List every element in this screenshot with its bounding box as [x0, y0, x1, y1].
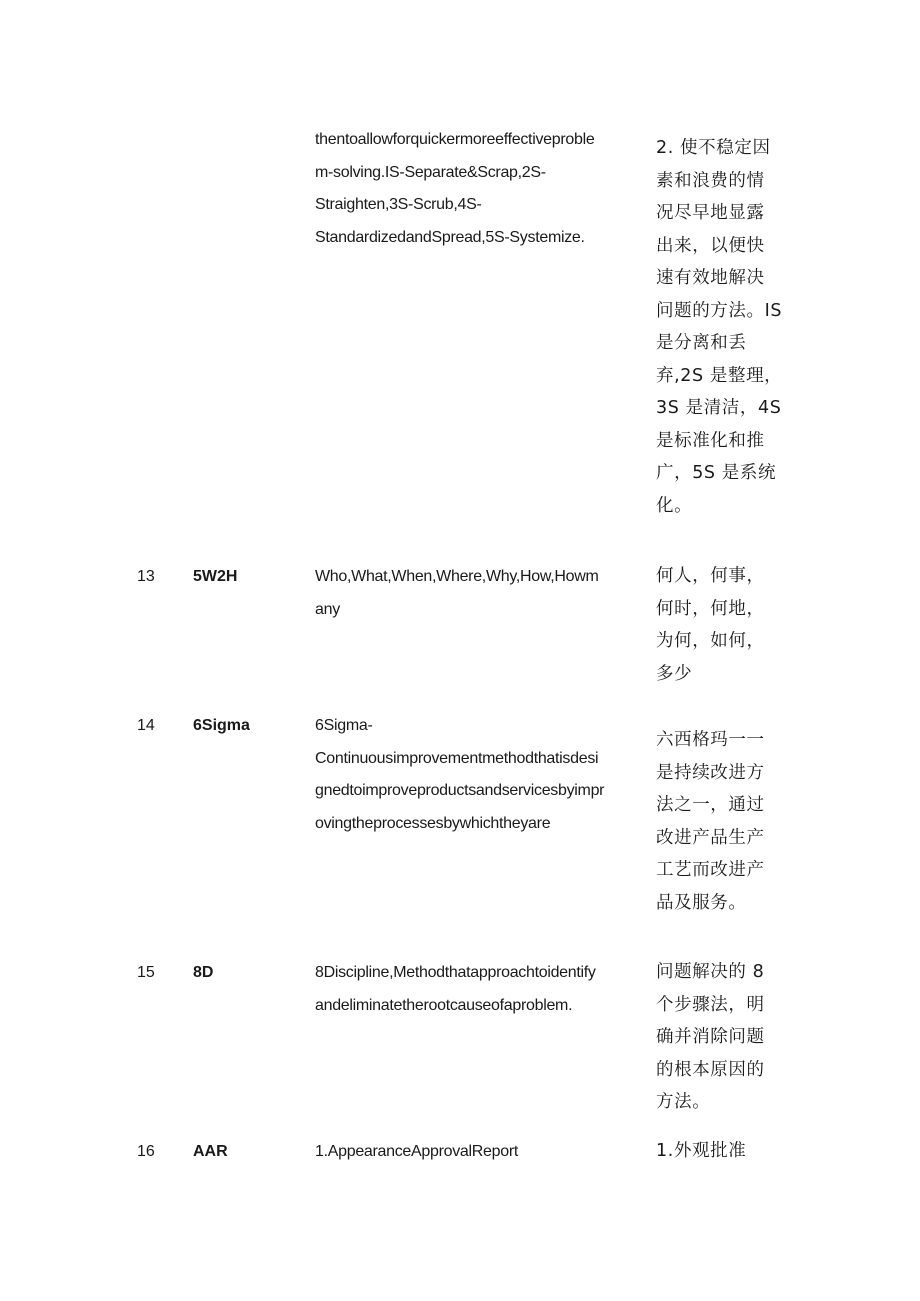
text-line: 工艺而改进产 [656, 860, 765, 880]
english-definition [315, 710, 645, 840]
text-line: 确并消除问题 [656, 1027, 765, 1047]
text-line: 出来，以便快 [656, 235, 765, 256]
text-line: 的根本原因的 [656, 1059, 765, 1080]
text-line: 何时，何地， [656, 598, 765, 619]
row-number: 16 [137, 1143, 155, 1160]
text-line: ovingtheprocessesbywhichtheyare [315, 814, 551, 832]
text-line: Continuousimprovementmethodthatisdesi [315, 749, 599, 767]
english-definition [315, 124, 645, 254]
row-number: 14 [137, 717, 155, 734]
text-line: 多少 [656, 663, 693, 684]
chinese-definition [656, 1135, 784, 1168]
text-line: Who,What,When,Where,Why,How,Howm [315, 568, 599, 585]
text-line: 化。 [656, 495, 693, 516]
text-line: 问题解决的 8 [656, 962, 765, 982]
text-line: 素和浪费的情 [656, 170, 765, 191]
text-line: 8Discipline,Methodthatapproachtoidentify [315, 964, 596, 981]
abbreviation: AAR [193, 1143, 228, 1160]
text-line: Straighten,3S-Scrub,4S- [315, 196, 482, 213]
chinese-definition [656, 132, 784, 522]
english-definition [315, 957, 645, 1022]
text-line: 何人，何事， [656, 566, 765, 586]
text-line: 6Sigma- [315, 717, 373, 734]
text-line: 为何，如何， [656, 631, 765, 651]
text-line: 弃,2S 是整理， [656, 365, 783, 386]
chinese-definition [656, 724, 784, 919]
text-line: 是持续改进方 [656, 762, 765, 783]
text-line: 3S 是清洁，4S [656, 398, 782, 418]
text-line: 个步骤法，明 [656, 994, 765, 1015]
english-definition [315, 561, 645, 626]
abbreviation: 8D [193, 964, 214, 981]
text-line: 况尽早地显露 [656, 203, 765, 223]
text-line: 1.AppearanceApprovalReport [315, 1143, 519, 1160]
abbreviation: 5W2H [193, 568, 238, 585]
text-line: 问题的方法。IS [656, 300, 783, 321]
row-number: 13 [137, 568, 155, 585]
text-line: 是分离和丢 [656, 333, 747, 353]
text-line: gnedtoimproveproductsandservicesbyimpr [315, 782, 605, 799]
text-line: 1.外观批准 [656, 1141, 747, 1161]
text-line: 广，5S 是系统 [656, 463, 777, 483]
chinese-definition [656, 560, 784, 690]
text-line: any [315, 600, 340, 618]
text-line: StandardizedandSpread,5S-Systemize. [315, 228, 585, 246]
text-line: 品及服务。 [656, 892, 747, 913]
text-line: 是标准化和推 [656, 430, 765, 451]
text-line: 2. 使不稳定因 [656, 138, 771, 158]
english-definition [315, 1136, 645, 1169]
row-number: 15 [137, 964, 155, 981]
text-line: m-solving.IS-Separate&Scrap,2S- [315, 163, 546, 181]
abbreviation: 6Sigma [193, 717, 250, 734]
text-line: andeliminatetherootcauseofaproblem. [315, 996, 573, 1014]
text-line: thentoallowforquickermoreeffectiveproble [315, 131, 595, 148]
text-line: 法之一，通过 [656, 795, 765, 815]
text-line: 速有效地解决 [656, 268, 765, 288]
text-line: 方法。 [656, 1092, 711, 1112]
text-line: 六西格玛一一 [656, 730, 765, 750]
text-line: 改进产品生产 [656, 827, 765, 848]
chinese-definition [656, 956, 784, 1119]
